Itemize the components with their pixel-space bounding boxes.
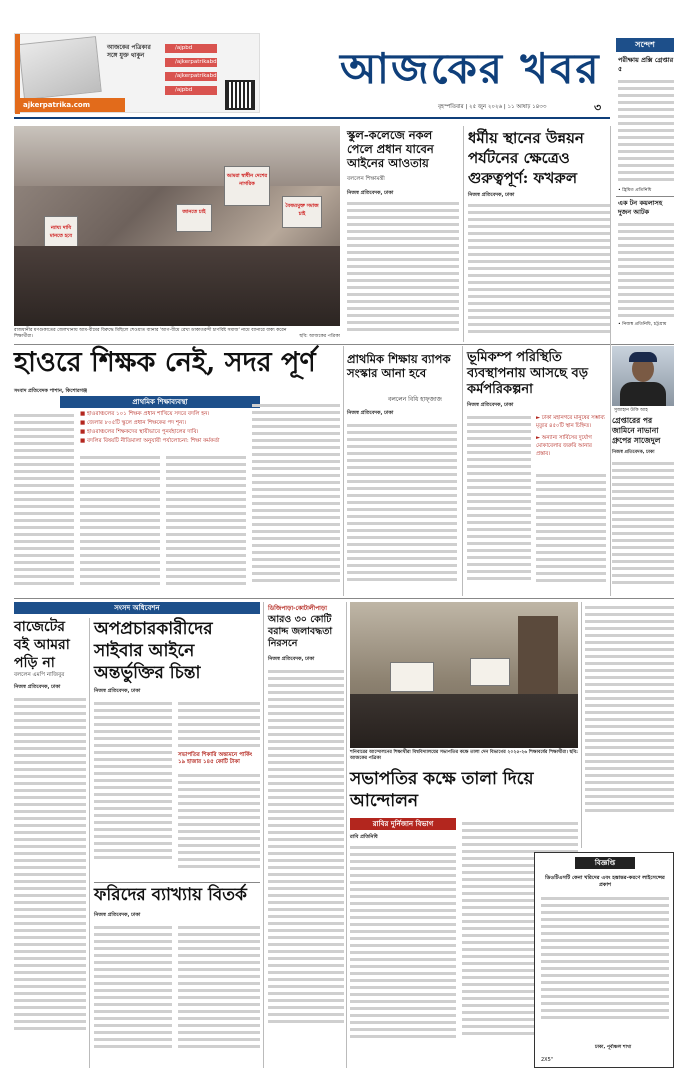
primary-subhead: বললেন বিধি হাফ্জাজ	[388, 396, 442, 403]
cyber-body-col-2	[178, 698, 260, 750]
crowd	[14, 246, 340, 326]
primary-headline[interactable]: প্রাথমিক শিক্ষায় ব্যাপক সংস্কার আনা হবে	[347, 352, 451, 380]
notice-box[interactable]	[534, 852, 674, 1068]
cyber-body-col-1	[94, 698, 172, 878]
lead-photo-caption: রাজধানীর মণগুকাতের জেলখানায় আম-বীমের বিরুদ্ধে মিছিলে শেওয়াত ব্যানার 'আগ-বীমে রেখা ডাকাতরন্দী চাণবিষ্ট সমাজ' নামে ব্যানারে বাক্য করেন শিক্ষার্থীরা।	[14, 328, 287, 339]
sidebar-divider	[616, 196, 674, 197]
column-divider	[462, 346, 463, 596]
dateline: বৃহস্পতিবার | ২৫ জুন ২০২৬ | ১১ আষাঢ় ১৪৩৩	[438, 104, 547, 110]
budget-subhead: বললেন এমপি নাজিবুর	[14, 672, 65, 678]
column-divider	[89, 618, 90, 1068]
budget-byline: নিজস্ব প্রতিবেদক, ঢাকা	[14, 684, 61, 690]
arrest-headline[interactable]: গ্রেপ্তারের পর জামিনে নাভানা গ্রুপের সাজেদুল	[612, 416, 661, 445]
qr-code-icon	[225, 80, 255, 110]
section-rule	[94, 882, 260, 883]
arrest-photo-credit: সুজাহান উকি আহ	[614, 408, 648, 413]
protest-sky	[14, 126, 340, 186]
lead-photo-credit: ছবি: আজকের পত্রিকা	[299, 334, 340, 339]
quake-bullets	[536, 414, 606, 458]
quake-byline: নিজস্ব প্রতিবেদক, ঢাকা	[467, 402, 514, 408]
notice-size: 2X5"	[541, 1057, 554, 1063]
ad-tagline-1: আজকের পত্রিকার	[107, 44, 151, 51]
campus-sign	[470, 658, 510, 686]
campus-photo-caption: শনিবারের আন্দোলনের শিক্ষার্থীরা বিশ্ববিদ্যালয়ের সভাপতির কক্ষে তালা দেন বিভাগের ২০২৫-২৬ শিক্ষাবর্ষের শিক্ষার্থীরা। ছবি: আজকের পত্রিকা	[350, 750, 578, 761]
primary-byline: নিজস্ব প্রতিবেদক, ঢাকা	[347, 410, 394, 416]
campus-protest-photo[interactable]	[350, 602, 578, 748]
nakal-subhead: বললেন শিক্ষামন্ত্রী	[347, 176, 385, 182]
cyber-body-col-3	[178, 770, 260, 878]
arrest-body	[612, 458, 674, 596]
debate-headline[interactable]: ফরিদের ব্যাখ্যায় বিতর্ক	[94, 885, 247, 905]
sidebar-story-1-credit: • হ্রিমিত প্রতিনিধি	[618, 188, 652, 193]
cyber-subhead: সভাপতির শিকারি অন্ত্যমনে পার্কিং ১৯ হাজার ১৪৫ কোটি টাকা	[178, 752, 253, 765]
placard: আমরা স্বাধীন দেশের নাগরিক	[224, 166, 270, 206]
debate-body-col-1	[94, 922, 172, 1064]
quake-bullet: ► ঢাকা মহানগরে মানুষের সম্ভাব্য মৃত্যুর ৪৫০টি স্থান চিহ্নিত।	[536, 415, 605, 429]
section-rule	[14, 598, 674, 599]
notice-body	[541, 893, 669, 1039]
sidebar-header: সন্দেশ	[616, 38, 674, 52]
ad-social-fb[interactable]: /ajpbd	[165, 44, 217, 53]
sidebar-story-1-body	[618, 76, 674, 186]
teachers-body-col-1	[14, 410, 74, 596]
quake-body-col-1	[467, 412, 531, 596]
newspaper-stack-image	[18, 36, 101, 100]
teachers-body-col-3	[166, 452, 246, 596]
column-divider	[463, 126, 464, 342]
placard: ন্যায্য দাবি মানতে হবে	[44, 216, 78, 256]
teachers-body-col-4	[252, 400, 340, 596]
drainage-kicker: ডিজিপাড়া-কোটালীপাড়া	[268, 605, 327, 612]
drainage-body	[268, 666, 344, 1064]
campus-crowd	[350, 694, 578, 748]
ad-social-yt[interactable]: /ajkerpatrikabd	[165, 72, 217, 81]
portrait-cap	[629, 352, 657, 362]
teachers-bullet: ■ বদলির বিষয়টি নীতিমালা অনুযায়ী পর্যালোচনা: শিক্ষা কর্মকর্তা	[80, 438, 220, 444]
budget-body	[14, 694, 86, 1064]
drainage-headline[interactable]: আরও ৩০ কোটি বরাদ্দ জলাবদ্ধতা নিরসনে	[268, 614, 333, 649]
column-divider	[610, 126, 611, 596]
campus-body-col-1	[350, 842, 456, 1064]
placard: বৈষম্যমুক্ত সমাজ চাই	[282, 196, 322, 228]
drainage-byline: নিজস্ব প্রতিবেদক, ঢাকা	[268, 656, 315, 662]
lead-protest-photo[interactable]	[14, 126, 340, 326]
arrest-portrait-photo	[612, 346, 674, 406]
quake-headline[interactable]: ভূমিকম্প পরিস্থিতি ব্যবস্থাপনায় আসছে বড় কর্মপরিকল্পনা	[467, 350, 589, 397]
nakal-headline[interactable]: স্কুল-কলেজে নকল পেলে প্রধান যাবেন আইনের আওতায়	[347, 128, 434, 170]
ad-tagline-2: সঙ্গে যুক্ত থাকুন	[107, 52, 145, 59]
ad-site-url[interactable]: ajkerpatrika.com	[15, 98, 125, 112]
quake-bullet: ► অন্যান্য সার্বিসের দুর্যোগ মোকাবেলার জরুরি আনার প্রস্তাব।	[536, 435, 592, 457]
section-rule	[14, 344, 674, 345]
campus-headline[interactable]: সভাপতির কক্ষে তালা দিয়ে আন্দোলন	[350, 769, 534, 811]
quake-body-col-2	[536, 470, 606, 596]
teachers-byline: সংবাদ প্রতিবেদক পাশান, কিশোরগঞ্জ	[14, 388, 88, 394]
cyber-headline[interactable]: অপপ্রচারকারীদের সাইবার আইনে অন্তর্ভুক্তির চিন্তা	[94, 619, 213, 683]
ad-social-x[interactable]: /ajkerpatrikabd	[165, 58, 217, 67]
teachers-bullet: ■ জেলার ৮০৫টি স্কুলে প্রধান শিক্ষকের পদ শূন্য।	[80, 420, 187, 426]
debate-body-col-2	[178, 922, 260, 1064]
primary-body	[347, 420, 457, 596]
campus-byline: রাবি প্রতিনিধি	[350, 834, 378, 840]
sidebar-story-1-title: পরীক্ষায় প্রক্সি গ্রেপ্তার ৫	[618, 56, 674, 73]
campus-label: রাবির দুর্নিজান বিভাগ	[350, 818, 456, 830]
masthead-rule	[14, 117, 610, 119]
cyber-byline: নিজস্ব প্রতিবেদক, ঢাকা	[94, 688, 141, 694]
portrait-body	[620, 382, 666, 406]
nakal-byline: নিজস্ব প্রতিবেদক, ঢাকা	[347, 190, 394, 196]
campus-sign	[390, 662, 434, 692]
fakhrul-byline: নিজস্ব প্রতিবেদক, ঢাকা	[468, 192, 515, 198]
arrest-body-continued	[585, 602, 674, 842]
column-divider	[581, 602, 582, 848]
teachers-bullets	[80, 410, 270, 446]
budget-headline[interactable]: বাজেটের বই আমরা পড়ি না	[14, 619, 70, 671]
column-divider	[343, 346, 344, 596]
parliament-label: সংসদ অধিবেশন	[14, 602, 260, 614]
page-number: ৩	[594, 101, 602, 114]
sidebar-story-2-credit: • নিজস্ব প্রতিনিধি, চট্টগ্রাম	[618, 322, 667, 327]
masthead-logo[interactable]: আজকের খবর	[340, 44, 601, 93]
notice-signer: ঢাকা, পূর্বাঞ্চল শাখা	[595, 1045, 632, 1050]
column-divider	[263, 602, 264, 1068]
sidebar-story-2-title: এক টন কয়লাসহ দুজন আটক	[618, 199, 663, 216]
teachers-label: প্রাথমিক শিক্ষাব্যবস্থা	[60, 396, 260, 408]
fakhrul-body	[468, 200, 610, 342]
teachers-bullet: ■ হাওরাঞ্চলের শিক্ষকদের স্থায়ীভাবে পুনর্বহালের দাবি।	[80, 429, 199, 435]
teachers-headline[interactable]: হাওরে শিক্ষক নেই, সদর পূর্ণ	[14, 347, 316, 378]
sidebar-story-2-body	[618, 219, 674, 319]
placard: জানতে চাই	[176, 204, 212, 232]
column-divider	[346, 602, 347, 1068]
notice-title: ডিওটিএসটি কেনা খরিদের এবং হস্তান্তর-করণে লাইসেন্সের প্রকাশ	[545, 875, 665, 888]
top-advertisement[interactable]	[14, 33, 260, 113]
arrest-byline: নিজস্ব প্রতিবেদক, ঢাকা	[612, 450, 655, 455]
fakhrul-headline[interactable]: ধর্মীয় স্থানের উন্নয়ন পর্যটনের ক্ষেত্রেও গুরুত্বপূর্ণ: ফখরুল	[468, 129, 584, 187]
teachers-body-col-2	[80, 452, 160, 596]
notice-header: বিজ্ঞপ্তি	[575, 857, 635, 869]
debate-byline: নিজস্ব প্রতিবেদক, ঢাকা	[94, 912, 141, 918]
teachers-bullet: ■ হাওরাঞ্চলের ১০১ শিক্ষক প্রধান শাখিয়ে সদরে বদলি হন।	[80, 411, 210, 417]
nakal-body	[347, 198, 459, 340]
ad-social-ig[interactable]: /ajpbd	[165, 86, 217, 95]
campus-door	[518, 616, 558, 706]
